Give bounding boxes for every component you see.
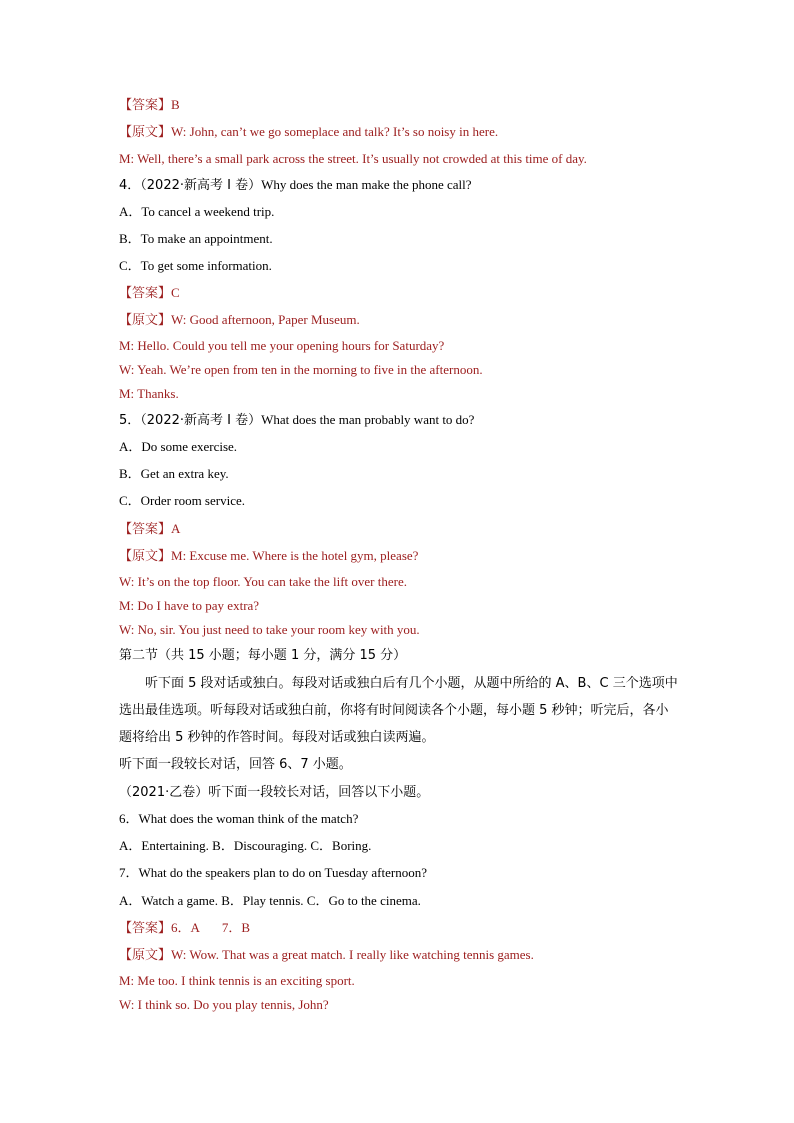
answer-line-3 bbox=[119, 97, 180, 114]
answer-value: A bbox=[171, 521, 181, 536]
question-4 bbox=[119, 177, 472, 194]
section-instructions: 听下面 5 段对话或独白。每段对话或独白后有几个小题，从题中所给的 A、B、C 三个选项中选出最佳选项。听每段对话或独白前，你将有时间阅读各个小题，每小题 5 秒钟；听完后，各小题将给出 5 秒钟的作答时间。每段对话或独白读两遍。 bbox=[119, 676, 678, 745]
transcript-text: W: Wow. That was a great match. I really like watching tennis games. bbox=[171, 947, 534, 962]
question-6: 6．What does the woman think of the match? bbox=[119, 811, 359, 826]
transcript-line: W: Yeah. We’re open from ten in the morning to five in the afternoon. bbox=[119, 362, 483, 377]
option-4c: C．To get some information. bbox=[119, 258, 272, 273]
transcript-text: W: Good afternoon, Paper Museum. bbox=[171, 312, 360, 327]
question-text: What does the man probably want to do? bbox=[261, 412, 475, 427]
transcript-line bbox=[119, 312, 360, 329]
question-7: 7．What do the speakers plan to do on Tuesday afternoon? bbox=[119, 865, 427, 880]
question-source: 4．（2022·新高考 I 卷） bbox=[119, 178, 262, 193]
transcript-line: M: Me too. I think tennis is an exciting sport. bbox=[119, 973, 355, 988]
options-6: A．Entertaining. B．Discouraging. C．Boring. bbox=[119, 838, 372, 853]
transcript-line bbox=[119, 548, 418, 565]
transcript-tag: 【原文】 bbox=[119, 125, 172, 140]
option-5a: A．Do some exercise. bbox=[119, 439, 238, 454]
transcript-line: W: I think so. Do you play tennis, John? bbox=[119, 997, 329, 1012]
answer-tag: 【答案】 bbox=[119, 921, 172, 936]
transcript-tag: 【原文】 bbox=[119, 948, 172, 963]
dialogue-instruction: 听下面一段较长对话，回答 6、7 小题。 bbox=[119, 757, 352, 772]
option-5b: B．Get an extra key. bbox=[119, 466, 229, 481]
question-5 bbox=[119, 412, 474, 429]
answer-tag: 【答案】 bbox=[119, 98, 172, 113]
answer-line-5 bbox=[119, 521, 180, 538]
options-7: A．Watch a game. B．Play tennis. C．Go to the cinema. bbox=[119, 893, 421, 908]
section-heading: 第二节（共 15 小题；每小题 1 分，满分 15 分） bbox=[119, 648, 407, 663]
transcript-text: M: Excuse me. Where is the hotel gym, please? bbox=[171, 548, 419, 563]
answer-line-4 bbox=[119, 285, 180, 302]
transcript-line: M: Thanks. bbox=[119, 386, 179, 401]
transcript-text: W: John, can’t we go someplace and talk? It’s so noisy in here. bbox=[171, 124, 499, 139]
option-4b: B．To make an appointment. bbox=[119, 231, 273, 246]
dialogue-source: （2021·乙卷）听下面一段较长对话，回答以下小题。 bbox=[119, 785, 430, 800]
transcript-line: M: Do I have to pay extra? bbox=[119, 598, 260, 613]
option-5c: C．Order room service. bbox=[119, 493, 245, 508]
transcript-line bbox=[119, 947, 534, 964]
answer-line-6-7 bbox=[119, 920, 250, 937]
option-4a: A．To cancel a weekend trip. bbox=[119, 204, 275, 219]
transcript-line: W: It’s on the top floor. You can take the lift over there. bbox=[119, 574, 407, 589]
answer-value: C bbox=[171, 285, 180, 300]
transcript-line: M: Well, there’s a small park across the street. It’s usually not crowded at this time of day. bbox=[119, 151, 587, 166]
answer-tag: 【答案】 bbox=[119, 286, 172, 301]
answer-tag: 【答案】 bbox=[119, 522, 172, 537]
transcript-line bbox=[119, 124, 498, 141]
transcript-tag: 【原文】 bbox=[119, 549, 172, 564]
transcript-line: M: Hello. Could you tell me your opening hours for Saturday? bbox=[119, 338, 445, 353]
question-text: Why does the man make the phone call? bbox=[261, 177, 472, 192]
transcript-tag: 【原文】 bbox=[119, 313, 172, 328]
answer-value: B bbox=[171, 97, 180, 112]
question-source: 5．（2022·新高考 I 卷） bbox=[119, 413, 262, 428]
transcript-line: W: No, sir. You just need to take your room key with you. bbox=[119, 622, 420, 637]
answer-value: 6．A 7．B bbox=[171, 920, 251, 935]
